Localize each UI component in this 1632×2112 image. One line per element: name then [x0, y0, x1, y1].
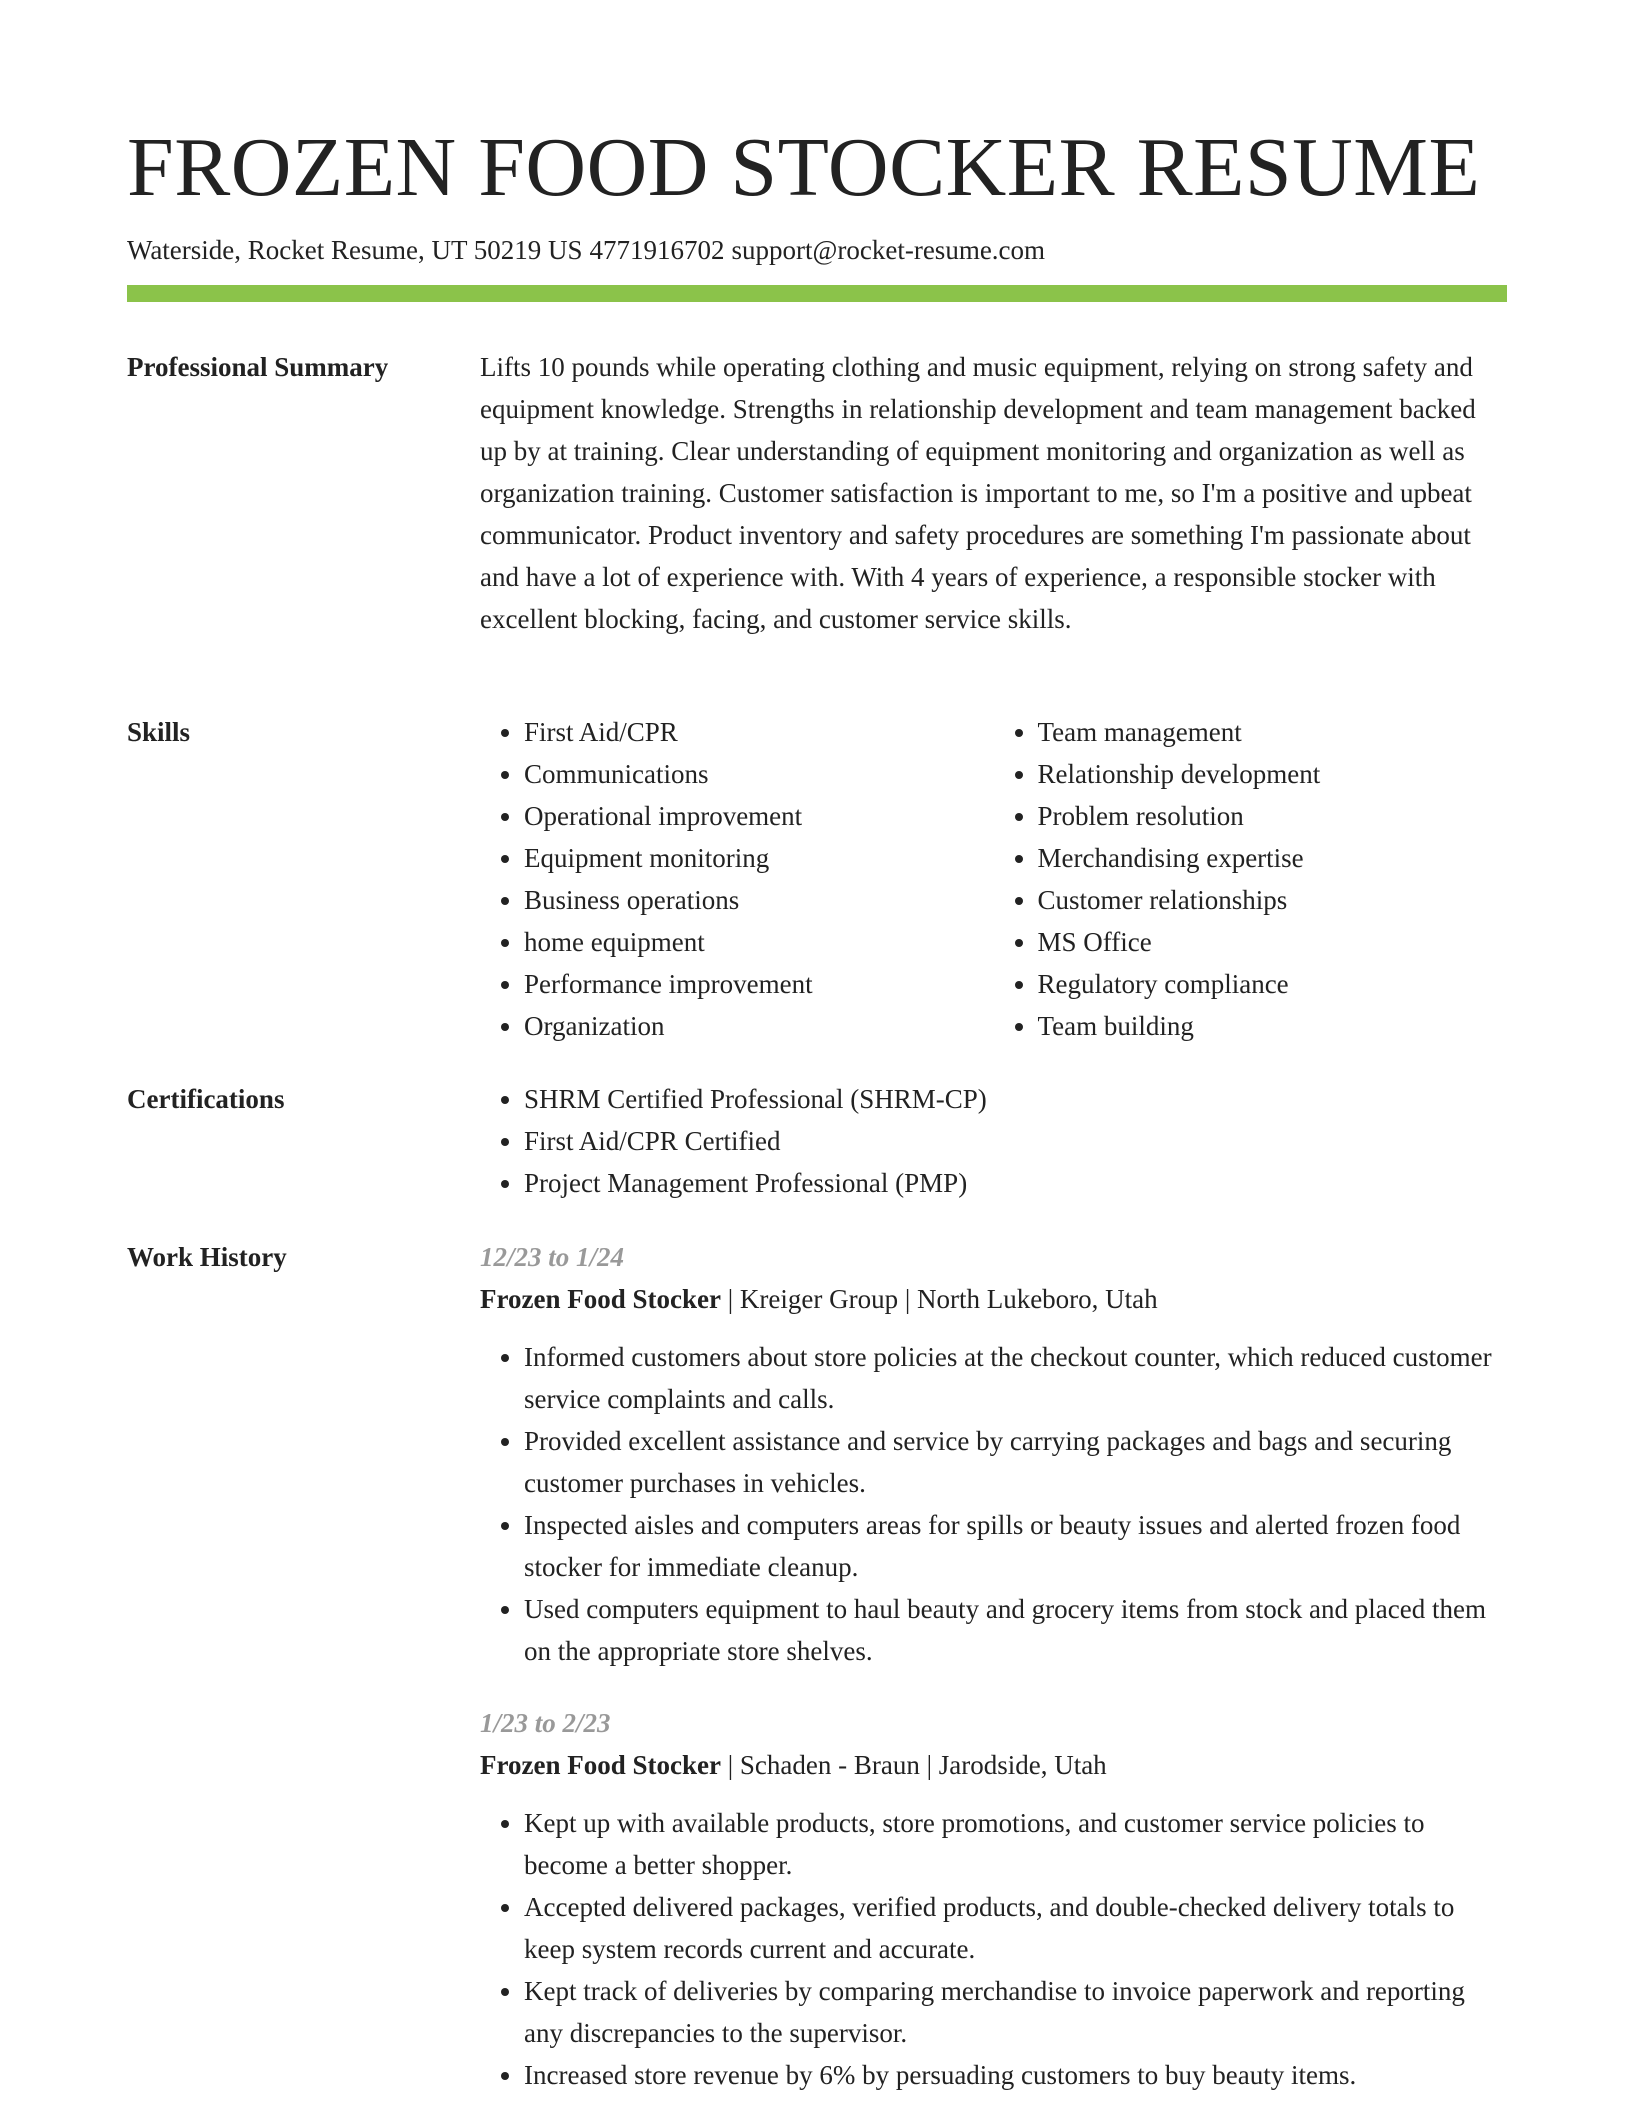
skill-item: • Operational improvement — [524, 795, 994, 837]
job-company-location: | Schaden - Braun | Jarodside, Utah — [720, 1750, 1107, 1780]
job-entry — [480, 1702, 1507, 2096]
skill-item: • Customer relationships — [1038, 879, 1508, 921]
contact-address: Waterside, Rocket Resume, UT 50219 US — [127, 235, 583, 265]
skills-list-left — [480, 711, 994, 1047]
skill-item: • Performance improvement — [524, 963, 994, 1005]
header-accent-rule — [127, 285, 1507, 302]
job-heading — [480, 1278, 1507, 1320]
skill-item: • home equipment — [524, 921, 994, 963]
certification-item: • SHRM Certified Professional (SHRM-CP) — [524, 1078, 1507, 1120]
job-entry — [480, 1236, 1507, 1672]
skill-item: • First Aid/CPR — [524, 711, 994, 753]
certification-item: • Project Management Professional (PMP) — [524, 1162, 1507, 1204]
job-bullets — [480, 1802, 1507, 2096]
certification-item: • First Aid/CPR Certified — [524, 1120, 1507, 1162]
job-bullet: • Used computers equipment to haul beauty and grocery items from stock and placed them on the appropriate store shelves. — [524, 1588, 1507, 1672]
contact-phone: 4771916702 — [589, 235, 725, 265]
job-bullet: • Kept up with available products, store promotions, and customer service policies to become a better shopper. — [524, 1802, 1507, 1886]
contact-email: support@rocket-resume.com — [731, 235, 1046, 265]
job-bullet: • Kept track of deliveries by comparing merchandise to invoice paperwork and reporting any discrepancies to the supervisor. — [524, 1970, 1507, 2054]
certifications-heading: Certifications — [127, 1084, 285, 1114]
skills-list-right — [994, 711, 1508, 1047]
job-heading — [480, 1744, 1507, 1786]
skill-item: • Organization — [524, 1005, 994, 1047]
skill-item: • MS Office — [1038, 921, 1508, 963]
certifications-list — [480, 1078, 1507, 1204]
summary-heading: Professional Summary — [127, 352, 389, 382]
job-dates: 1/23 to 2/23 — [480, 1708, 611, 1738]
skill-item: • Communications — [524, 753, 994, 795]
job-dates: 12/23 to 1/24 — [480, 1242, 625, 1272]
contact-line — [127, 232, 1045, 268]
skill-item: • Regulatory compliance — [1038, 963, 1508, 1005]
resume-title: FROZEN FOOD STOCKER RESUME — [127, 121, 1481, 214]
skill-item: • Problem resolution — [1038, 795, 1508, 837]
job-title: Frozen Food Stocker — [480, 1750, 721, 1780]
skill-item: • Business operations — [524, 879, 994, 921]
job-bullet: • Provided excellent assistance and service by carrying packages and bags and securing customer purchases in vehicles. — [524, 1420, 1507, 1504]
skill-item: • Relationship development — [1038, 753, 1508, 795]
job-bullet: • Accepted delivered packages, verified products, and double-checked delivery totals to keep system records current and accurate. — [524, 1886, 1507, 1970]
skill-item: • Merchandising expertise — [1038, 837, 1508, 879]
job-bullet: • Inspected aisles and computers areas for spills or beauty issues and alerted frozen food stocker for immediate cleanup. — [524, 1504, 1507, 1588]
work-history-heading: Work History — [127, 1242, 287, 1272]
skill-item: • Equipment monitoring — [524, 837, 994, 879]
job-company-location: | Kreiger Group | North Lukeboro, Utah — [720, 1284, 1158, 1314]
job-bullets — [480, 1336, 1507, 1672]
job-bullet: • Increased store revenue by 6% by persuading customers to buy beauty items. — [524, 2054, 1507, 2096]
job-title: Frozen Food Stocker — [480, 1284, 721, 1314]
summary-text: Lifts 10 pounds while operating clothing and music equipment, relying on strong safety and equipment knowledge. Strengths in relationship development and team management backed up by at training. Clear understanding of equipment monitoring and organization as well as organization training. Customer satisfaction is important to me, so I'm a positive and upbeat communicator. Product inventory and safety procedures are something I'm passionate about and have a lot of experience with. With 4 years of experience, a responsible stocker with excellent blocking, facing, and customer service skills. — [480, 352, 1476, 634]
skill-item: • Team management — [1038, 711, 1508, 753]
job-bullet: • Informed customers about store policies at the checkout counter, which reduced customer service complaints and calls. — [524, 1336, 1507, 1420]
skill-item: • Team building — [1038, 1005, 1508, 1047]
skills-heading: Skills — [127, 717, 191, 747]
